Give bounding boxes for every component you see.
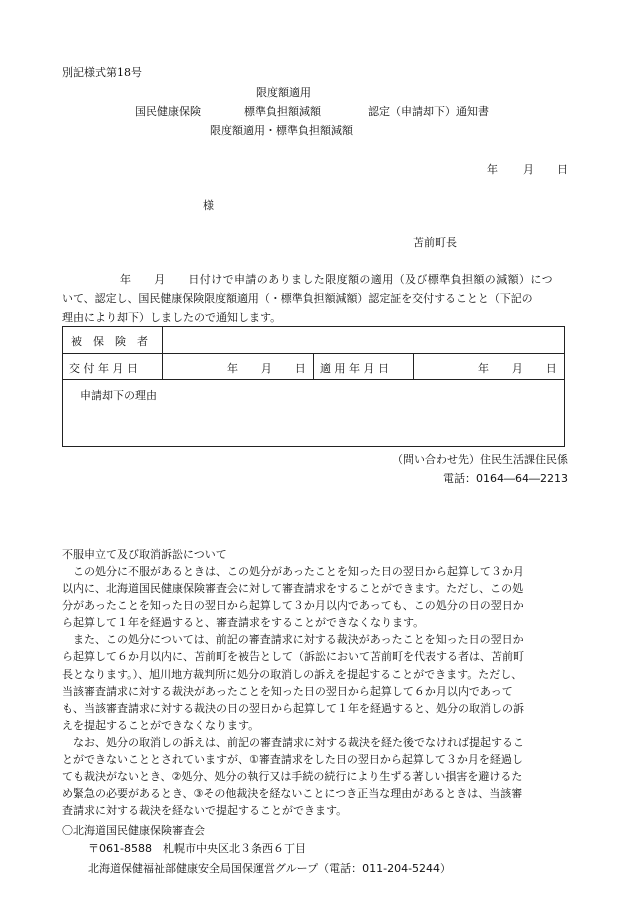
notice-body	[62, 563, 570, 819]
apply-date-value[interactable]: 年 月 日	[478, 362, 558, 375]
notice-line-15: 査請求に対する裁決を経ないで提起することができます。	[62, 804, 348, 818]
addressee-honorific: 様	[203, 199, 214, 212]
notice-line-5: また、この処分については、前記の審査請求に対する裁決があったことを知った日の翌日か	[62, 633, 524, 647]
intro-line-2: いて、認定し、国民健康保険限度額適用（・標準負担額減額）認定証を交付することと（下記の	[62, 292, 533, 305]
notice-line-13: ても裁決がないとき、②処分、処分の執行又は手続の続行により生ずる著しい損害を避けるた	[62, 770, 523, 784]
notice-line-6: ら起算して６か月以内に、苫前町を被告として（訴訟において苫前町を代表する者は、苫前町	[62, 650, 524, 664]
notice-line-3: 分があったことを知った日の翌日から起算して３か月以内であっても、この処分の日の翌日か	[62, 599, 524, 613]
notice-heading: 不服申立て及び取消訴訟について	[62, 548, 227, 561]
notice-line-2: 以内に、北海道国民健康保険審査会に対して審査請求をすることができます。ただし、この処	[62, 582, 524, 596]
date-year: 年	[487, 163, 498, 176]
title-right: 認定（申請却下）通知書	[368, 105, 489, 118]
notice-line-11: なお、処分の取消しの訴えは、前記の審査請求に対する裁決を経た後でなければ提起するこ	[62, 735, 524, 749]
date-month: 月	[523, 163, 534, 176]
title-top: 限度額適用	[256, 86, 311, 99]
intro-line-1: 年 月 日付けで申請のありました限度額の適用（及び標準負担額の減額）につ	[120, 273, 553, 286]
notice-line-8: 当該審査請求に対する裁決があったことを知った日の翌日から起算して６か月以内であって	[62, 684, 513, 698]
notice-line-14: め緊急の必要があるとき、③その他裁決を経ないことにつき正当な理由があるときは、当該審	[62, 787, 523, 801]
org-contact: 北海道保健福祉部健康安全局国保運営グループ（電話：011-204-5244）	[88, 862, 452, 875]
notice-line-9: も、当該審査請求に対する裁決の日の翌日から起算して１年を経過すると、処分の取消しの訴	[62, 701, 524, 715]
org-address: 〒061-8588 札幌市中央区北３条西６丁目	[88, 842, 306, 855]
notice-line-4: ら起算して１年を経過すると、審査請求をすることができなくなります。	[62, 616, 425, 630]
insured-field[interactable]	[163, 327, 564, 353]
form-table	[62, 326, 565, 447]
notice-line-12: とができないこととされていますが、①審査請求をした日の翌日から起算して３か月を経過し	[62, 753, 523, 767]
notice-line-1: この処分に不服があるときは、この処分があったことを知った日の翌日から起算して３か月	[62, 565, 524, 578]
reject-reason-label: 申請却下の理由	[80, 389, 157, 402]
reject-reason-field[interactable]	[63, 403, 564, 446]
notice-line-7: 長となります。）、旭川地方裁判所に処分の取消しの訴えを提起することができます。ただし、	[62, 667, 523, 681]
date-day: 日	[557, 163, 568, 176]
issuer-name: 苫前町長	[413, 236, 457, 249]
org-name: 〇北海道国民健康保険審査会	[62, 824, 205, 837]
form-number: 別記様式第18号	[62, 66, 142, 79]
title-left: 国民健康保険	[135, 105, 201, 118]
title-mid: 標準負担額減額	[244, 105, 321, 118]
title-bottom: 限度額適用・標準負担額減額	[210, 124, 353, 137]
intro-line-3: 理由により却下）しましたので通知します。	[62, 311, 282, 324]
contact-phone: 電話：0164―64―2213	[443, 472, 568, 485]
apply-date-label: 適 用 年 月 日	[320, 362, 389, 375]
issue-date-label: 交 付 年 月 日	[69, 362, 138, 375]
insured-label: 被 保 険 者	[71, 335, 148, 348]
notice-line-10: えを提起することができなくなります。	[62, 718, 260, 732]
contact-line: （問い合わせ先）住民生活課住民係	[392, 453, 568, 466]
issue-date-value[interactable]: 年 月 日	[227, 362, 307, 375]
